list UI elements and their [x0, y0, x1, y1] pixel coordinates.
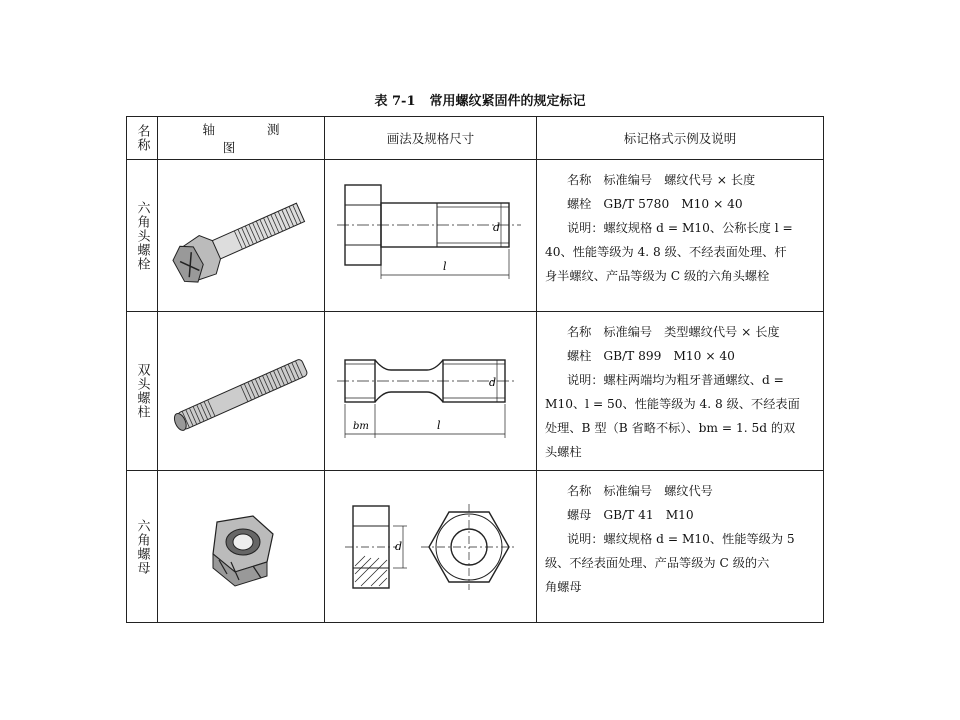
- row-name: 六角螺母: [134, 518, 150, 575]
- dim-label-bm: bm: [352, 421, 369, 432]
- row-name-cell: [127, 471, 158, 623]
- table-row: [127, 471, 824, 623]
- example-line: 螺栓 GB/T 5780 M10 × 40: [567, 197, 743, 211]
- dim-label-d: d: [492, 220, 500, 234]
- explanation-line: 处理、B 型（B 省略不标）、bm = 1. 5d 的双: [545, 421, 796, 435]
- table-caption: [0, 90, 960, 109]
- header-row: [127, 117, 824, 160]
- row-name: 双头螺柱: [134, 363, 150, 419]
- format-line: 名称 标准编号 螺纹代号 × 长度: [567, 173, 756, 187]
- row-name-cell: [127, 160, 158, 312]
- row-description: [537, 160, 824, 312]
- example-line: 螺柱 GB/T 899 M10 × 40: [567, 349, 735, 363]
- table-row: [127, 312, 824, 471]
- row-description: [537, 312, 824, 471]
- caption-number: 表 7-1: [374, 94, 416, 109]
- fastener-table: [126, 116, 824, 623]
- header-iso-view: 轴 测 图: [158, 117, 325, 160]
- explanation-line: 说明：螺纹规格 d = M10、性能等级为 5: [567, 532, 795, 546]
- bolt-drawing: [325, 160, 537, 312]
- row-description: [537, 471, 824, 623]
- explanation-line: 身半螺纹、产品等级为 C 级的六角头螺栓: [545, 269, 770, 283]
- example-line: 螺母 GB/T 41 M10: [567, 508, 694, 522]
- explanation-line: 说明：螺柱两端均为粗牙普通螺纹、d =: [567, 373, 784, 387]
- dim-label-l: l: [442, 259, 447, 273]
- format-line: 名称 标准编号 螺纹代号: [567, 484, 713, 498]
- explanation-line: 40、性能等级为 4. 8 级、不经表面处理、杆: [545, 245, 787, 259]
- dim-label-d: d: [394, 539, 402, 553]
- header-name: 名称: [127, 117, 158, 160]
- caption-title: 常用螺纹紧固件的规定标记: [429, 94, 586, 109]
- row-name: 六角头螺栓: [134, 200, 150, 271]
- bolt-iso-image: [158, 160, 325, 312]
- table-row: [127, 160, 824, 312]
- header-drawing: 画法及规格尺寸: [325, 117, 537, 160]
- explanation-line: M10、l = 50、性能等级为 4. 8 级、不经表面: [545, 397, 800, 411]
- dim-label-l: l: [436, 419, 441, 432]
- format-line: 名称 标准编号 类型螺纹代号 × 长度: [567, 325, 780, 339]
- explanation-line: 头螺柱: [545, 445, 582, 459]
- stud-iso-image: [158, 312, 325, 471]
- nut-drawing: [325, 471, 537, 623]
- explanation-line: 级、不经表面处理、产品等级为 C 级的六: [545, 556, 770, 570]
- row-name-cell: [127, 312, 158, 471]
- dim-label-d: d: [488, 376, 496, 389]
- stud-drawing: [325, 312, 537, 471]
- explanation-line: 说明：螺纹规格 d = M10、公称长度 l =: [567, 221, 793, 235]
- explanation-line: 角螺母: [545, 580, 582, 594]
- nut-iso-image: [158, 471, 325, 623]
- header-marking: 标记格式示例及说明: [537, 117, 824, 160]
